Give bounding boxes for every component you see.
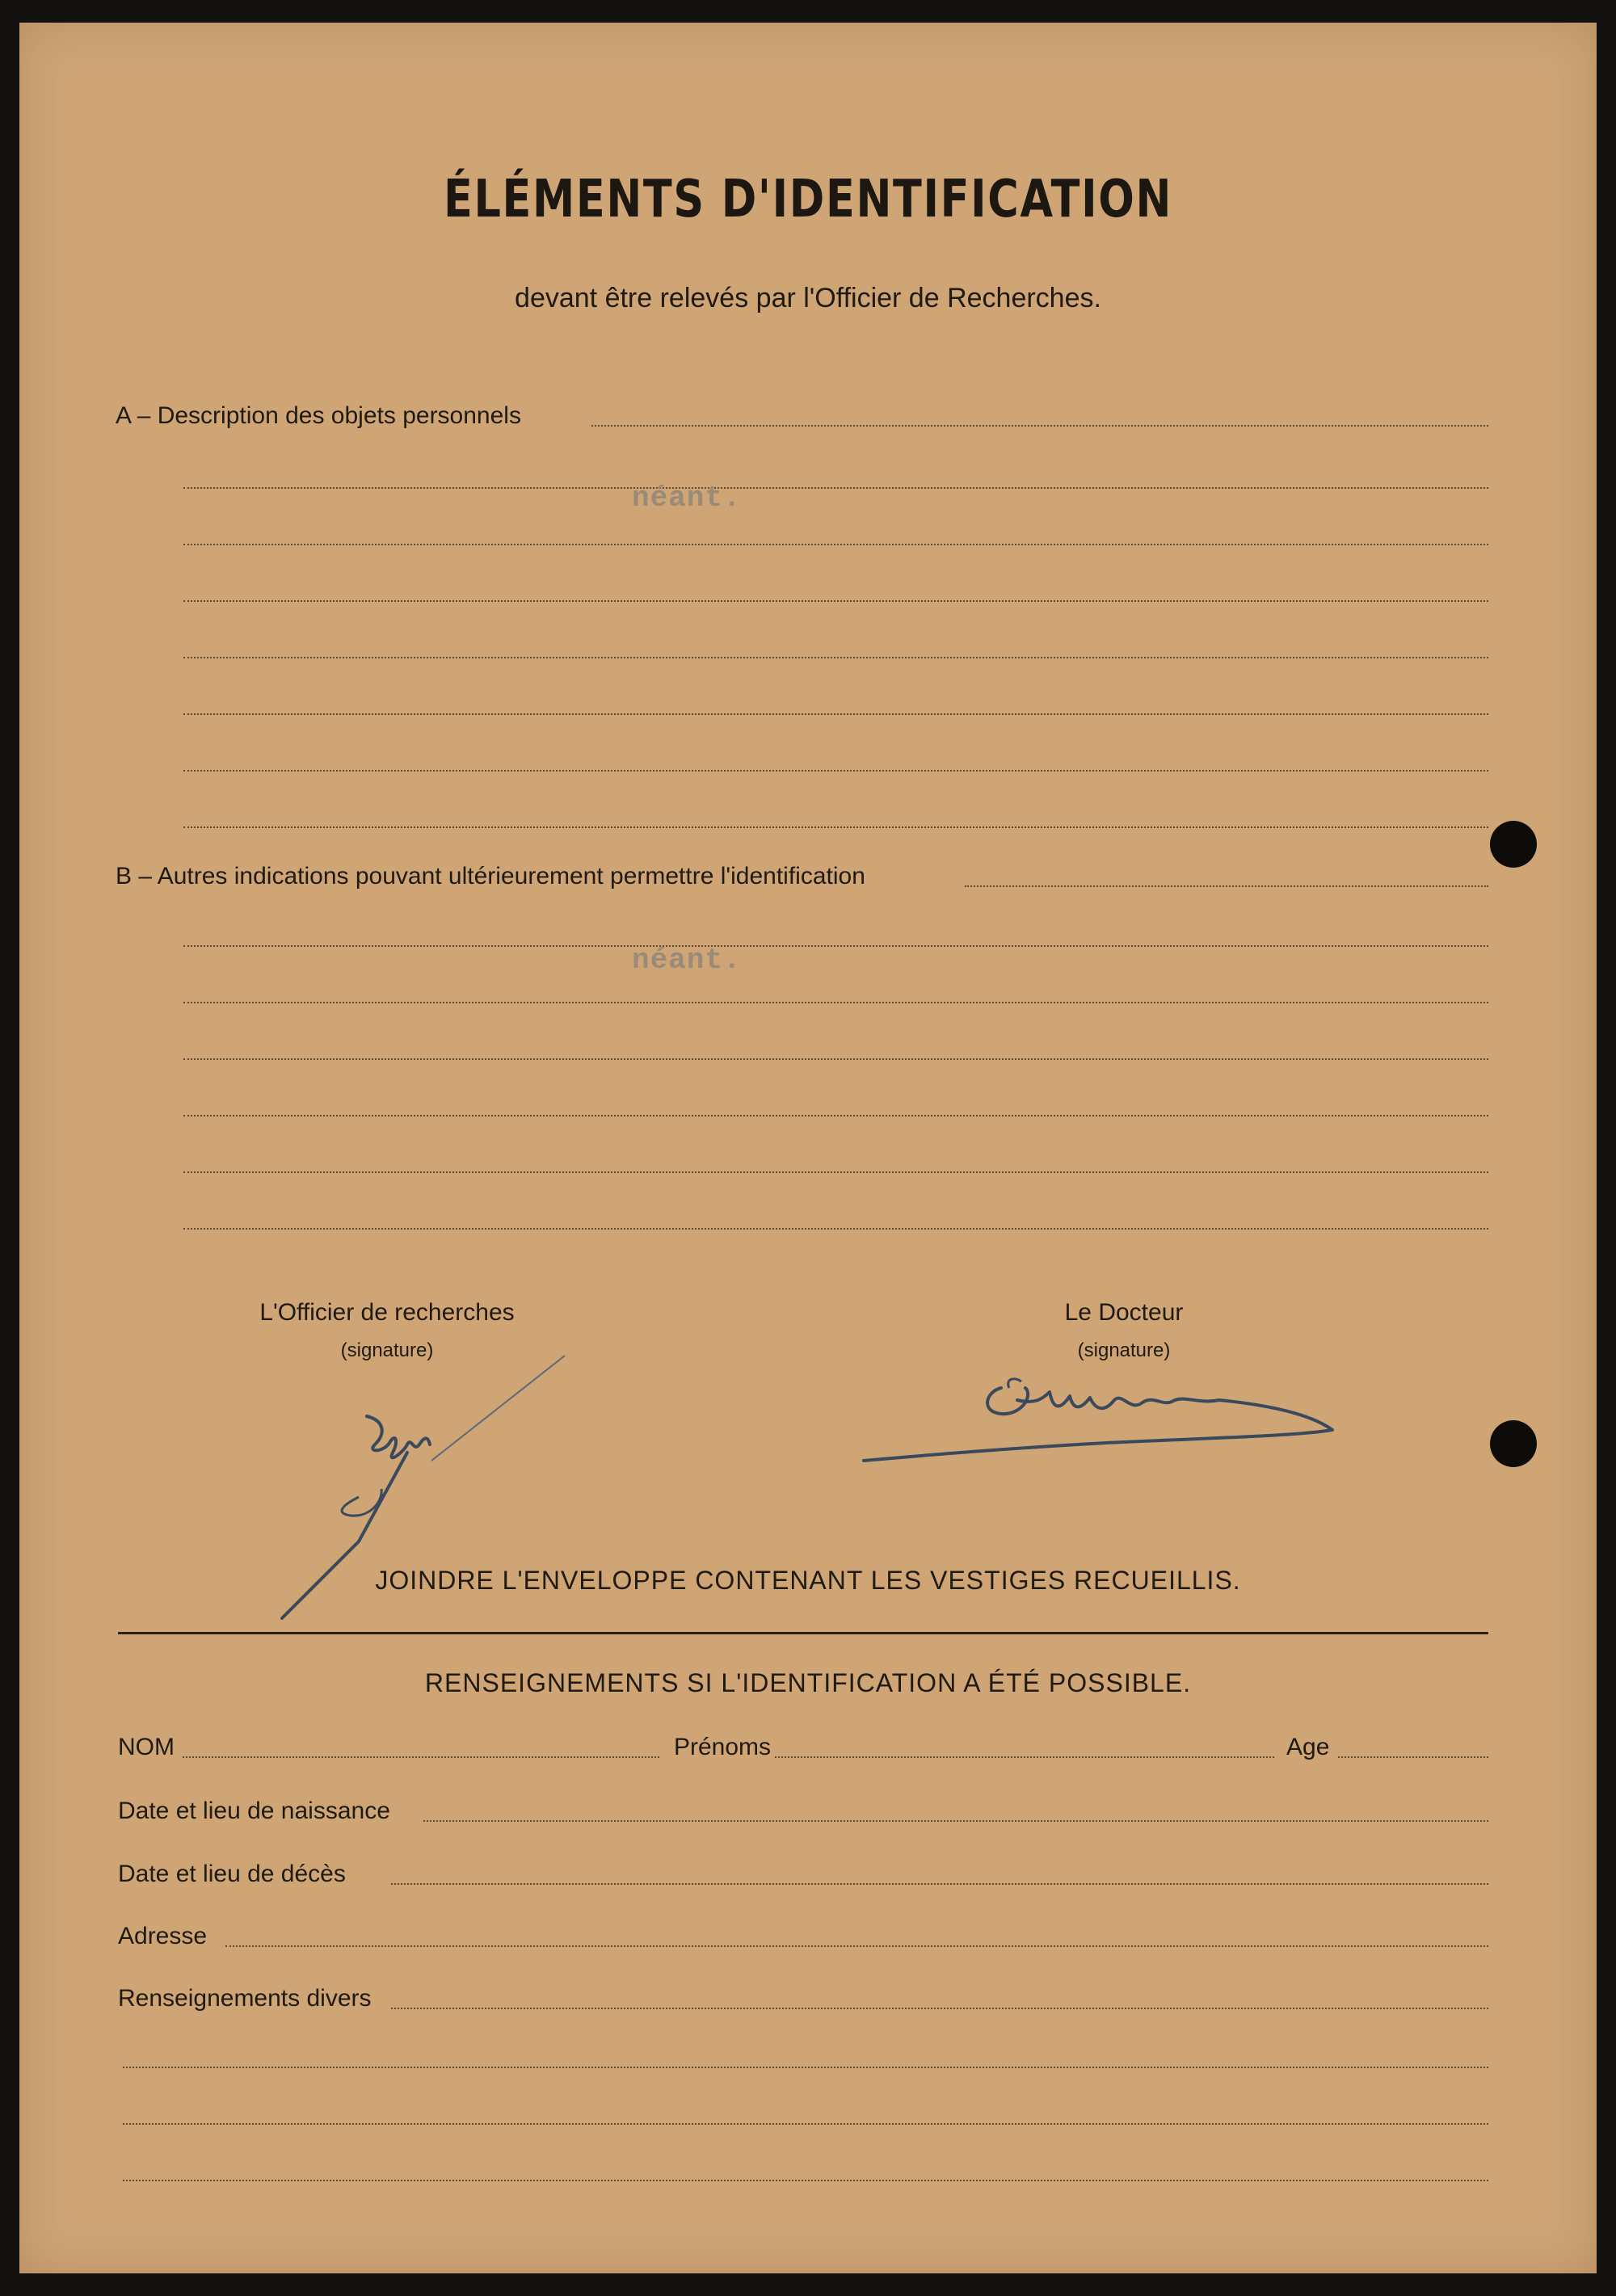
section-a-line <box>183 826 1488 828</box>
naissance-line <box>423 1820 1488 1822</box>
section-b-line <box>183 945 1488 947</box>
divers-line <box>123 2067 1488 2068</box>
section-a-typed-value: néant. <box>632 481 742 515</box>
divers-line <box>391 2008 1488 2009</box>
nom-line <box>183 1756 659 1758</box>
section-b-line <box>183 1171 1488 1173</box>
section-b-line <box>183 1058 1488 1060</box>
officer-signature-title: L'Officier de recherches <box>259 1299 515 1326</box>
deces-label: Date et lieu de décès <box>118 1861 346 1887</box>
section-a-label: A – Description des objets personnels <box>116 402 521 429</box>
prenoms-line <box>775 1756 1274 1758</box>
section-b-line <box>965 885 1488 887</box>
section-b-line <box>183 1115 1488 1116</box>
punch-hole <box>1490 821 1537 868</box>
section-a-line <box>183 657 1488 658</box>
section-a-line <box>183 770 1488 772</box>
adresse-line <box>225 1945 1488 1947</box>
section-a-line <box>591 425 1488 427</box>
divers-label: Renseignements divers <box>118 1985 372 2012</box>
officer-signature-note: (signature) <box>340 1339 434 1361</box>
doctor-signature-note: (signature) <box>1077 1339 1171 1361</box>
form-page <box>19 23 1597 2273</box>
adresse-label: Adresse <box>118 1923 208 1949</box>
section-a-line <box>183 600 1488 602</box>
punch-hole <box>1490 1420 1537 1467</box>
naissance-label: Date et lieu de naissance <box>118 1798 390 1824</box>
divers-line <box>123 2123 1488 2125</box>
age-line <box>1338 1756 1488 1758</box>
doctor-signature-title: Le Docteur <box>1064 1299 1184 1326</box>
section-divider <box>118 1632 1488 1634</box>
form-title: ÉLÉMENTS D'IDENTIFICATION <box>443 170 1173 229</box>
section-a-line <box>183 487 1488 489</box>
prenoms-label: Prénoms <box>674 1734 772 1760</box>
age-label: Age <box>1286 1734 1330 1760</box>
divers-line <box>123 2180 1488 2181</box>
section-b-label: B – Autres indications pouvant ultérieurement permettre l'identification <box>116 863 865 889</box>
identification-heading: RENSEIGNEMENTS SI L'IDENTIFICATION A ÉTÉ POSSIBLE. <box>424 1668 1192 1697</box>
section-a-line <box>183 544 1488 545</box>
form-subtitle: devant être relevés par l'Officier de Recherches. <box>515 283 1101 313</box>
nom-label: NOM <box>118 1734 175 1760</box>
section-b-line <box>183 1002 1488 1003</box>
section-a-line <box>183 713 1488 715</box>
deces-line <box>391 1883 1488 1885</box>
section-b-line <box>183 1228 1488 1230</box>
envelope-instruction: JOINDRE L'ENVELOPPE CONTENANT LES VESTIGES RECUEILLIS. <box>375 1566 1241 1595</box>
doctor-handwritten-signature <box>840 1364 1405 1493</box>
section-b-typed-value: néant. <box>632 944 742 977</box>
